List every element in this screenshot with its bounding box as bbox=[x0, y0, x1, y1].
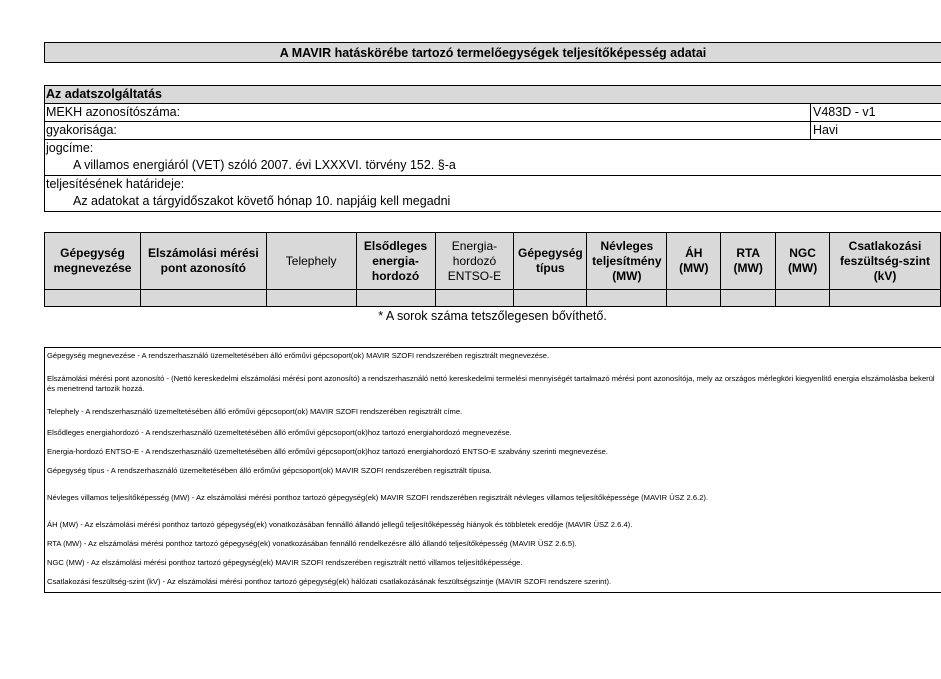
col-header-voltage-level: Csatlakozási feszültség-szint (kV) bbox=[830, 233, 941, 290]
info-header: Az adatszolgáltatás bbox=[46, 87, 163, 101]
table-cell[interactable] bbox=[514, 290, 587, 307]
col-header-nominal-capacity: Névleges teljesítmény (MW) bbox=[587, 233, 667, 290]
frequency-label: gyakorisága: bbox=[46, 123, 117, 137]
definition-metering-point: Elszámolási mérési pont azonosító - (Nettó kereskedelmi elszámolási mérési pont azonosító) a rendszerhasználó nettó kereskedelmi termelési mennyiségét tartalmazó mérési pont azonosítója, mely az országos mérlegköri kiegyenlítő energia elszámolásba bekerül és menetrend tartozik hozzá. bbox=[47, 374, 935, 393]
deadline-value: Az adatokat a tárgyidőszakot követő hónap 10. napjáig kell megadni bbox=[73, 194, 451, 208]
definition-ah: ÁH (MW) - Az elszámolási mérési ponthoz tartozó gépegység(ek) vonatkozásában fennálló állandó jellegű teljesítőképesség hiányok és többletek eredője (MAVIR ÜSZ 2.6.4). bbox=[47, 520, 633, 529]
table-cell[interactable] bbox=[435, 290, 514, 307]
col-header-rta: RTA (MW) bbox=[721, 233, 776, 290]
table-cell[interactable] bbox=[830, 290, 941, 307]
definition-rta: RTA (MW) - Az elszámolási mérési ponthoz tartozó gépegység(ek) vonatkozásában fennálló rendelkezésre álló állandó teljesítőképesség (MAVIR ÜSZ 2.6.5). bbox=[47, 539, 577, 548]
definitions-box bbox=[44, 347, 941, 593]
mekh-value[interactable]: V483D - v1 bbox=[810, 104, 941, 121]
col-header-ngc: NGC (MW) bbox=[776, 233, 830, 290]
col-header-unit-name: Gépegység megnevezése bbox=[45, 233, 141, 290]
table-cell[interactable] bbox=[776, 290, 830, 307]
table-header-row bbox=[45, 233, 941, 290]
legal-value: A villamos energiáról (VET) szóló 2007. évi LXXXVI. törvény 152. §-a bbox=[73, 158, 456, 172]
table-cell[interactable] bbox=[45, 290, 141, 307]
table-cell[interactable] bbox=[587, 290, 667, 307]
definition-energy-entsoe: Energia-hordozó ENTSO-E - A rendszerhasználó üzemeltetésében álló erőművi gépcsoport(ok)hoz tartozó energiahordozó ENTSO-E szabvány szerinti megnevezése. bbox=[47, 447, 608, 456]
info-block bbox=[44, 85, 941, 212]
data-table bbox=[44, 232, 941, 307]
info-header-row bbox=[45, 86, 941, 104]
mekh-row bbox=[45, 104, 941, 122]
col-header-unit-type: Gépegység típus bbox=[514, 233, 587, 290]
definition-primary-energy: Elsődleges energiahordozó - A rendszerhasználó üzemeltetésében álló erőművi gépcsoport(ok)hoz tartozó energiahordozó megnevezése. bbox=[47, 428, 512, 437]
table-cell[interactable] bbox=[140, 290, 266, 307]
col-header-ah: ÁH (MW) bbox=[667, 233, 721, 290]
legal-value-row bbox=[45, 157, 941, 176]
col-header-metering-point: Elszámolási mérési pont azonosító bbox=[140, 233, 266, 290]
table-cell[interactable] bbox=[721, 290, 776, 307]
frequency-value[interactable]: Havi bbox=[810, 122, 941, 139]
rows-note: * A sorok száma tetszőlegesen bővíthető. bbox=[378, 309, 607, 323]
deadline-label: teljesítésének határideje: bbox=[46, 177, 185, 191]
table-cell[interactable] bbox=[266, 290, 356, 307]
definition-unit-name: Gépegység megnevezése - A rendszerhasználó üzemeltetésében álló erőművi gépcsoport(ok) MAVIR SZOFI rendszerében regisztrált megnevezése. bbox=[47, 351, 550, 360]
deadline-label-row bbox=[45, 176, 941, 193]
definition-nominal-capacity: Névleges villamos teljesítőképesség (MW) - Az elszámolási mérési ponthoz tartozó gépegység(ek) MAVIR SZOFI rendszerében regisztrált névleges villamos teljesítőképessége (MAVIR ÜSZ 2.6.2). bbox=[47, 493, 709, 502]
definition-voltage-level: Csatlakozási feszültség-szint (kV) - Az elszámolási mérési ponthoz tartozó gépegység(ek) hálózati csatlakozásának feszültségszintje (MAVIR SZOFI rendszere szerint). bbox=[47, 577, 612, 586]
definition-ngc: NGC (MW) - Az elszámolási mérési ponthoz tartozó gépegység(ek) MAVIR SZOFI rendszerében regisztrált nettó villamos teljesítőképessége. bbox=[47, 558, 523, 567]
col-header-energy-entsoe: Energia-hordozó ENTSO-E bbox=[435, 233, 514, 290]
col-header-site: Telephely bbox=[266, 233, 356, 290]
legal-label: jogcíme: bbox=[46, 141, 94, 155]
mekh-label: MEKH azonosítószáma: bbox=[46, 105, 181, 119]
table-cell[interactable] bbox=[356, 290, 435, 307]
frequency-row bbox=[45, 122, 941, 140]
legal-label-row bbox=[45, 140, 941, 157]
page-title: A MAVIR hatáskörébe tartozó termelőegységek teljesítőképesség adatai bbox=[44, 42, 941, 63]
definition-unit-type: Gépegység típus - A rendszerhasználó üzemeltetésében álló erőművi gépcsoport(ok) MAVIR SZOFI rendszerében regisztrált típusa. bbox=[47, 466, 492, 475]
definition-site: Telephely - A rendszerhasználó üzemeltetésében álló erőművi gépcsoport(ok) MAVIR SZOFI rendszerében regisztrált címe. bbox=[47, 407, 463, 416]
table-cell[interactable] bbox=[667, 290, 721, 307]
table-row bbox=[45, 290, 941, 307]
deadline-value-row bbox=[45, 193, 941, 211]
col-header-primary-energy: Elsődleges energia-hordozó bbox=[356, 233, 435, 290]
